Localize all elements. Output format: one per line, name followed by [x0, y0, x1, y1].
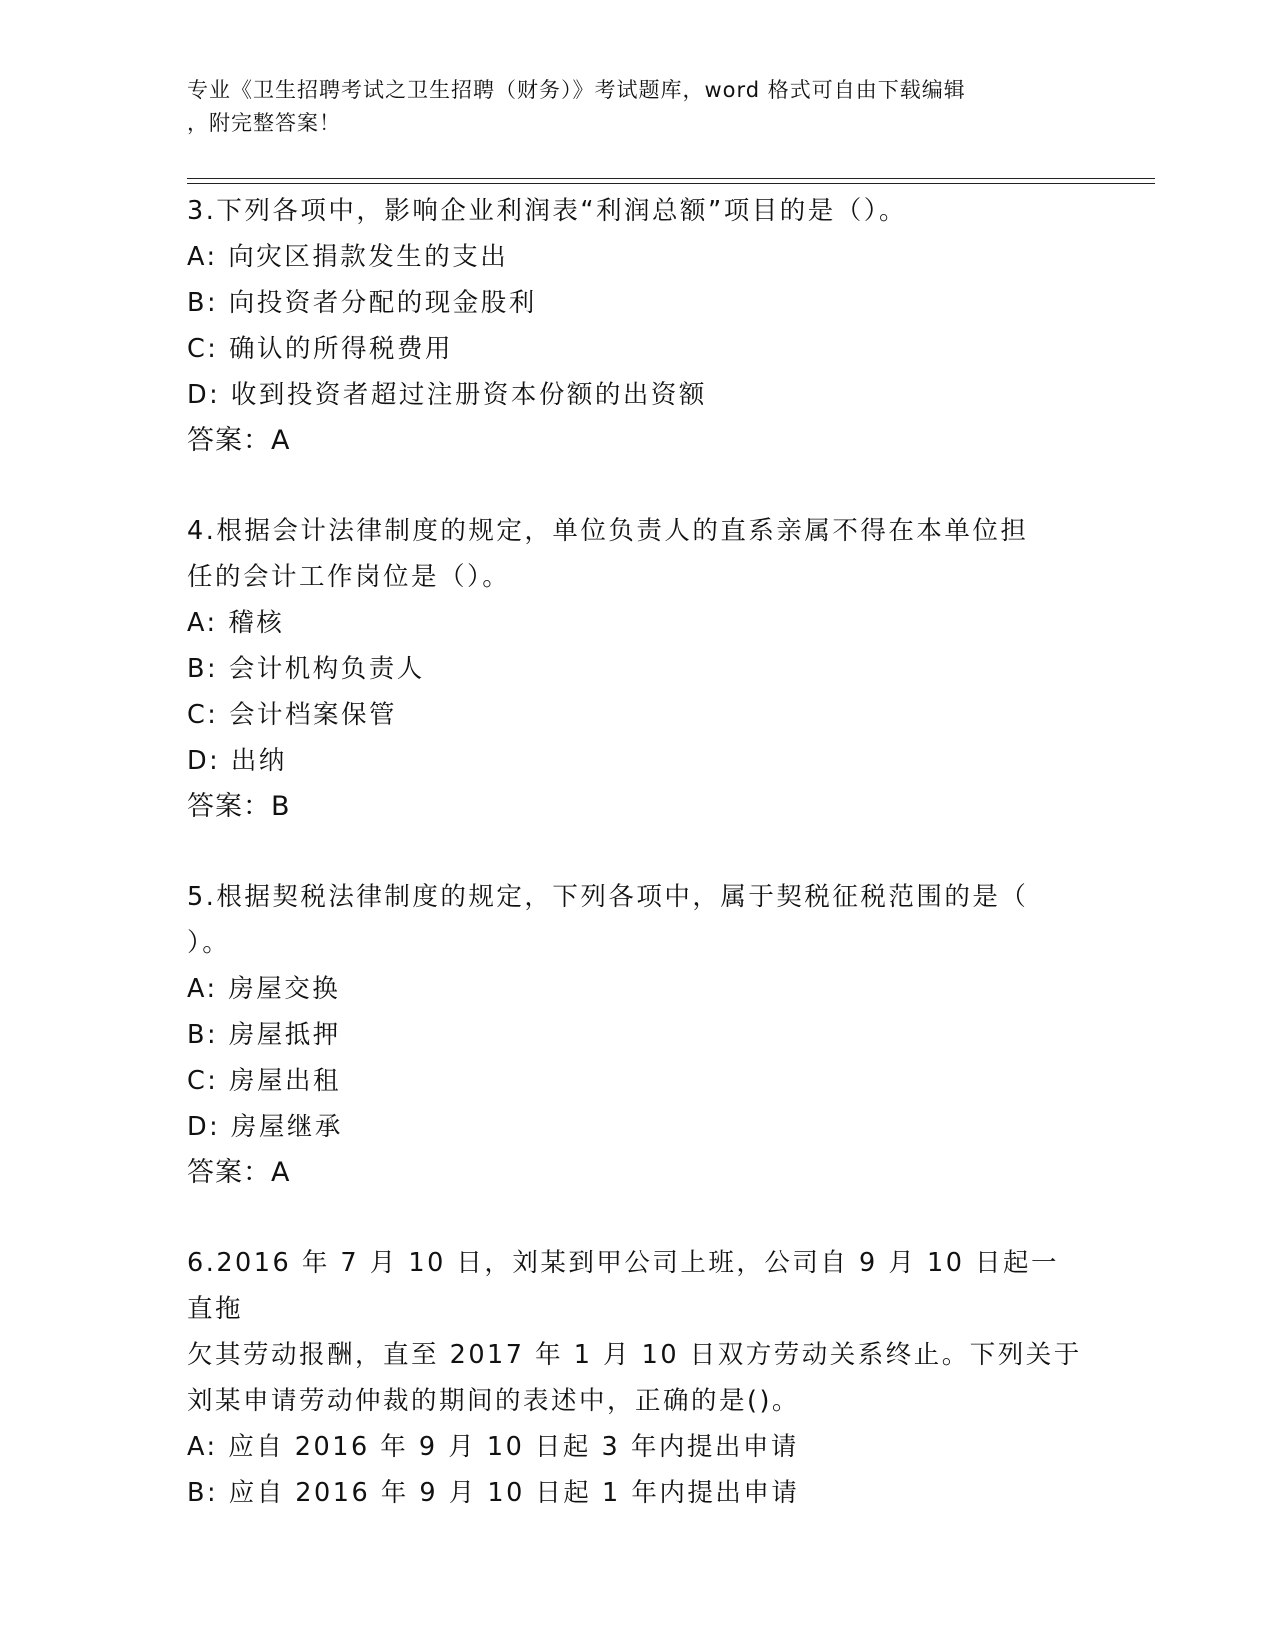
option-b: B: 房屋抵押: [187, 1020, 341, 1050]
question-text: 3.下列各项中，影响企业利润表“利润总额”项目的是（）。: [187, 196, 908, 226]
question-3: [187, 188, 1087, 464]
question-text-line-1: 4.根据会计法律制度的规定，单位负责人的直系亲属不得在本单位担: [187, 516, 1029, 546]
question-text-line-3: 刘某申请劳动仲裁的期间的表述中，正确的是()。: [187, 1386, 800, 1416]
question-text-line-1: 5.根据契税法律制度的规定，下列各项中，属于契税征税范围的是（: [187, 882, 1029, 912]
option-d: D: 收到投资者超过注册资本份额的出资额: [187, 380, 707, 410]
header-line-2: ，附完整答案！: [187, 111, 341, 135]
header-divider-bottom: [187, 183, 1155, 184]
option-c: C: 房屋出租: [187, 1066, 342, 1096]
question-text-line-2: ）。: [187, 928, 231, 958]
answer: 答案：B: [187, 791, 291, 822]
question-text-line-2: 任的会计工作岗位是（）。: [187, 562, 511, 592]
answer: 答案：A: [187, 1157, 291, 1188]
option-c: C: 确认的所得税费用: [187, 334, 454, 364]
question-5: [187, 874, 1087, 1196]
header-line-1: 专业《卫生招聘考试之卫生招聘（财务）》考试题库，word 格式可自由下载编辑: [187, 78, 966, 102]
option-a: A: 房屋交换: [187, 974, 341, 1004]
header-divider-top: [187, 178, 1155, 179]
question-text-line-1: 6.2016 年 7 月 10 日，刘某到甲公司上班，公司自 9 月 10 日起一直拖: [187, 1248, 1060, 1324]
option-b: B: 会计机构负责人: [187, 654, 425, 684]
option-a: A: 稽核: [187, 608, 285, 638]
question-list: [187, 188, 1087, 1560]
option-b: B: 向投资者分配的现金股利: [187, 288, 537, 318]
document-header: [187, 74, 1067, 140]
option-d: D: 出纳: [187, 746, 287, 776]
answer: 答案：A: [187, 425, 291, 456]
option-b: B: 应自 2016 年 9 月 10 日起 1 年内提出申请: [187, 1478, 800, 1508]
question-text-line-2: 欠其劳动报酬，直至 2017 年 1 月 10 日双方劳动关系终止。下列关于: [187, 1340, 1082, 1370]
option-a: A: 向灾区捐款发生的支出: [187, 242, 509, 272]
option-a: A: 应自 2016 年 9 月 10 日起 3 年内提出申请: [187, 1432, 799, 1462]
question-4: [187, 508, 1087, 830]
option-d: D: 房屋继承: [187, 1112, 343, 1142]
option-c: C: 会计档案保管: [187, 700, 398, 730]
question-6: [187, 1240, 1087, 1516]
